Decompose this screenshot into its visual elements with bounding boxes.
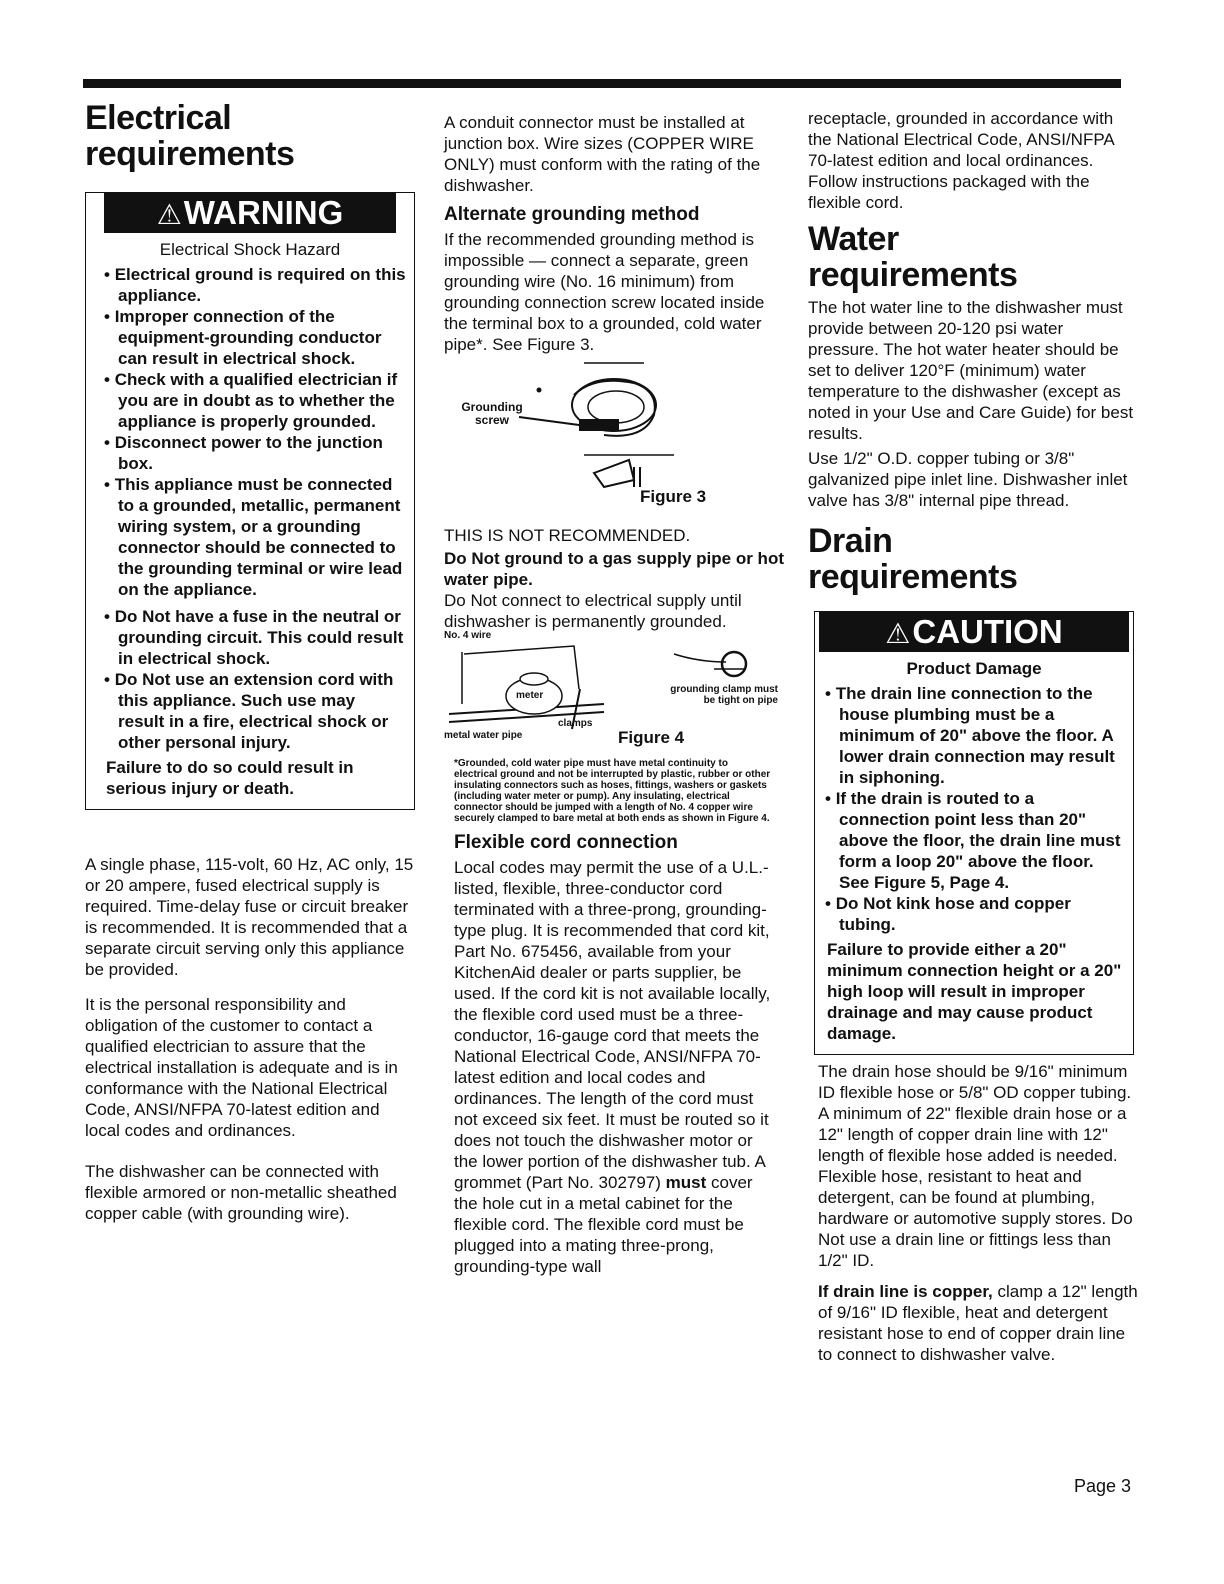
warning-item: • Do Not have a fuse in the neutral or grounding circuit. This could result in electrical shock. — [104, 606, 406, 669]
flexible-cord-heading: Flexible cord connection — [454, 832, 678, 853]
figure-3-caption: Figure 3 — [640, 487, 707, 506]
figure-4-meter-label: meter — [516, 690, 544, 701]
footnote: *Grounded, cold water pipe must have metal continuity to electrical ground and not be interrupted by plastic, rubber or other insulating connectors such as hoses, fittings, washers or gaskets (including water meter or pump). Any insulating, electrical connector should be jumped with a length of No. 4 copper wire securely clamped to bare metal at both ends as shown in Figure 4. — [454, 758, 771, 824]
responsibility-paragraph: It is the personal responsibility and obligation of the customer to contact a qualified electrician to assure that the electrical installation is adequate and is in conformance with the National Electrical Code, ANSI/NFPA 70-latest edition and local codes and ordinances. — [85, 995, 398, 1140]
figure-4-pipe-label: metal water pipe — [444, 730, 523, 741]
inlet-line-paragraph: Use 1/2" O.D. copper tubing or 3/8" galvanized pipe inlet line. Dishwasher inlet valve has 3/8" internal pipe thread. — [808, 449, 1128, 510]
column-electrical — [85, 100, 415, 1224]
water-heading: Water requirements — [808, 220, 1018, 294]
warning-item: • Disconnect power to the junction box. — [104, 432, 406, 474]
figure-4-caption: Figure 4 — [618, 728, 685, 747]
column-water-drain — [808, 108, 1138, 1365]
supply-paragraph: A single phase, 115-volt, 60 Hz, AC only, 15 or 20 ampere, fused electrical supply is required. Time-delay fuse or circuit breaker is recommended. It is recommended that a separate circuit serving only this appliance be provided. — [85, 855, 414, 979]
caution-banner: ⚠CAUTION — [819, 612, 1129, 652]
warning-item: • Improper connection of the equipment-grounding conductor can result in electrical shock. — [104, 306, 406, 369]
top-rule — [83, 79, 1121, 88]
caution-item: • If the drain is routed to a connection point less than 20" above the floor, the drain line must form a loop 20" above the floor. See Figure 5, Page 4. — [825, 788, 1125, 893]
figure-3 — [444, 355, 784, 525]
caution-item: • The drain line connection to the house plumbing must be a minimum of 20" above the floor. A lower drain connection may result in siphoning. — [825, 683, 1125, 788]
figure-4-wire-label: No. 4 wire — [444, 630, 492, 641]
caution-list — [815, 683, 1133, 935]
gas-pipe-warning: Do Not ground to a gas supply pipe or hot water pipe. — [444, 549, 784, 589]
caution-icon: ⚠ — [885, 618, 911, 649]
figure-4-clamps-label: clamps — [558, 718, 593, 729]
electrical-heading: Electrical requirements — [85, 99, 295, 173]
drain-hose-paragraph: The drain hose should be 9/16" minimum ID flexible hose or 5/8" OD copper tubing. A minimum of 22" flexible drain hose or a 12" length of copper drain line with 12" length of flexible hose added is needed. Flexible hose, resistant to heat and detergent, can be found at plumbing, hardware or automotive supply stores. Do Not use a drain line or fittings less than 1/2" ID. — [818, 1062, 1133, 1270]
warning-item: • Do Not use an extension cord with this appliance. Such use may result in a fire, electrical shock or other personal injury. — [104, 669, 406, 753]
receptacle-paragraph: receptacle, grounded in accordance with the National Electrical Code, ANSI/NFPA 70-latest edition and local ordinances. Follow instructions packaged with the flexible cord. — [808, 109, 1114, 212]
warning-subtitle: Electrical Shock Hazard — [159, 240, 341, 259]
copper-drain-paragraph: If drain line is copper, clamp a 12" length of 9/16" ID flexible, heat and detergent resistant hose to end of copper drain line to connect to dishwasher valve. — [818, 1282, 1138, 1364]
warning-item: • Check with a qualified electrician if you are in doubt as to whether the appliance is properly grounded. — [104, 369, 406, 432]
water-pressure-paragraph: The hot water line to the dishwasher must provide between 20-120 psi water pressure. The hot water heater should be set to deliver 120°F (minimum) water temperature to the dishwasher (except as noted in your Use and Care Guide) for best results. — [808, 298, 1134, 443]
warning-list — [86, 264, 414, 753]
caution-subtitle: Product Damage — [906, 659, 1042, 678]
figure-4 — [444, 630, 784, 758]
warning-icon: ⚠ — [156, 199, 182, 230]
page-number: Page 3 — [1074, 1476, 1132, 1496]
caution-item: • Do Not kink hose and copper tubing. — [825, 893, 1125, 935]
conduit-paragraph: A conduit connector must be installed at junction box. Wire sizes (COPPER WIRE ONLY) must conform with the rating of the dishwasher. — [444, 113, 761, 195]
figure-4-clamp-note: grounding clamp must be tight on pipe — [670, 684, 778, 706]
supply-note: Do Not connect to electrical supply until dishwasher is permanently grounded. — [444, 591, 742, 631]
cable-paragraph: The dishwasher can be connected with flexible armored or non-metallic sheathed copper cable (with grounding wire). — [85, 1162, 397, 1223]
figure-3-illustration — [444, 355, 744, 505]
flexible-cord-paragraph: Local codes may permit the use of a U.L.-listed, flexible, three-conductor cord terminated with a three-prong, grounding-type plug. It is recommended that cord kit, Part No. 675456, available from your KitchenAid dealer or parts supplier, be used. If the cord kit is not available locally, the flexible cord used must be a three-conductor, 16-gauge cord that meets the National Electrical Code, ANSI/NFPA 70-latest edition and local codes and ordinances. The length of the cord must not exceed six feet. It must be routed so it does not touch the dishwasher motor or the lower portion of the dishwasher tub. A grommet (Part No. 302797) must cover the hole cut in a metal cabinet for the flexible cord. The flexible cord must be plugged into a mating three-prong, grounding-type wall — [454, 858, 771, 1276]
not-recommended-text: THIS IS NOT RECOMMENDED. — [444, 526, 691, 545]
warning-banner: ⚠WARNING — [104, 193, 396, 233]
alternate-grounding-paragraph: If the recommended grounding method is impossible — connect a separate, green grounding wire (No. 16 minimum) from grounding connection screw located inside the terminal box to a grounded, cold water pipe*. See Figure 3. — [444, 230, 765, 354]
caution-failure: Failure to provide either a 20" minimum connection height or a 20" high loop will result in improper drainage and may cause product damage. — [827, 940, 1122, 1043]
drain-heading: Drain requirements — [808, 522, 1018, 596]
column-grounding — [444, 112, 784, 1277]
alternate-grounding-heading: Alternate grounding method — [444, 204, 700, 225]
warning-box — [85, 192, 415, 810]
warning-item: • This appliance must be connected to a grounded, metallic, permanent wiring system, or a grounding connector should be connected to the grounding terminal or wire lead on the appliance. — [104, 474, 406, 600]
caution-box — [814, 611, 1134, 1055]
figure-3-label: Grounding screw — [461, 400, 523, 427]
warning-failure: Failure to do so could result in serious injury or death. — [106, 758, 354, 798]
warning-item: • Electrical ground is required on this appliance. — [104, 264, 406, 306]
